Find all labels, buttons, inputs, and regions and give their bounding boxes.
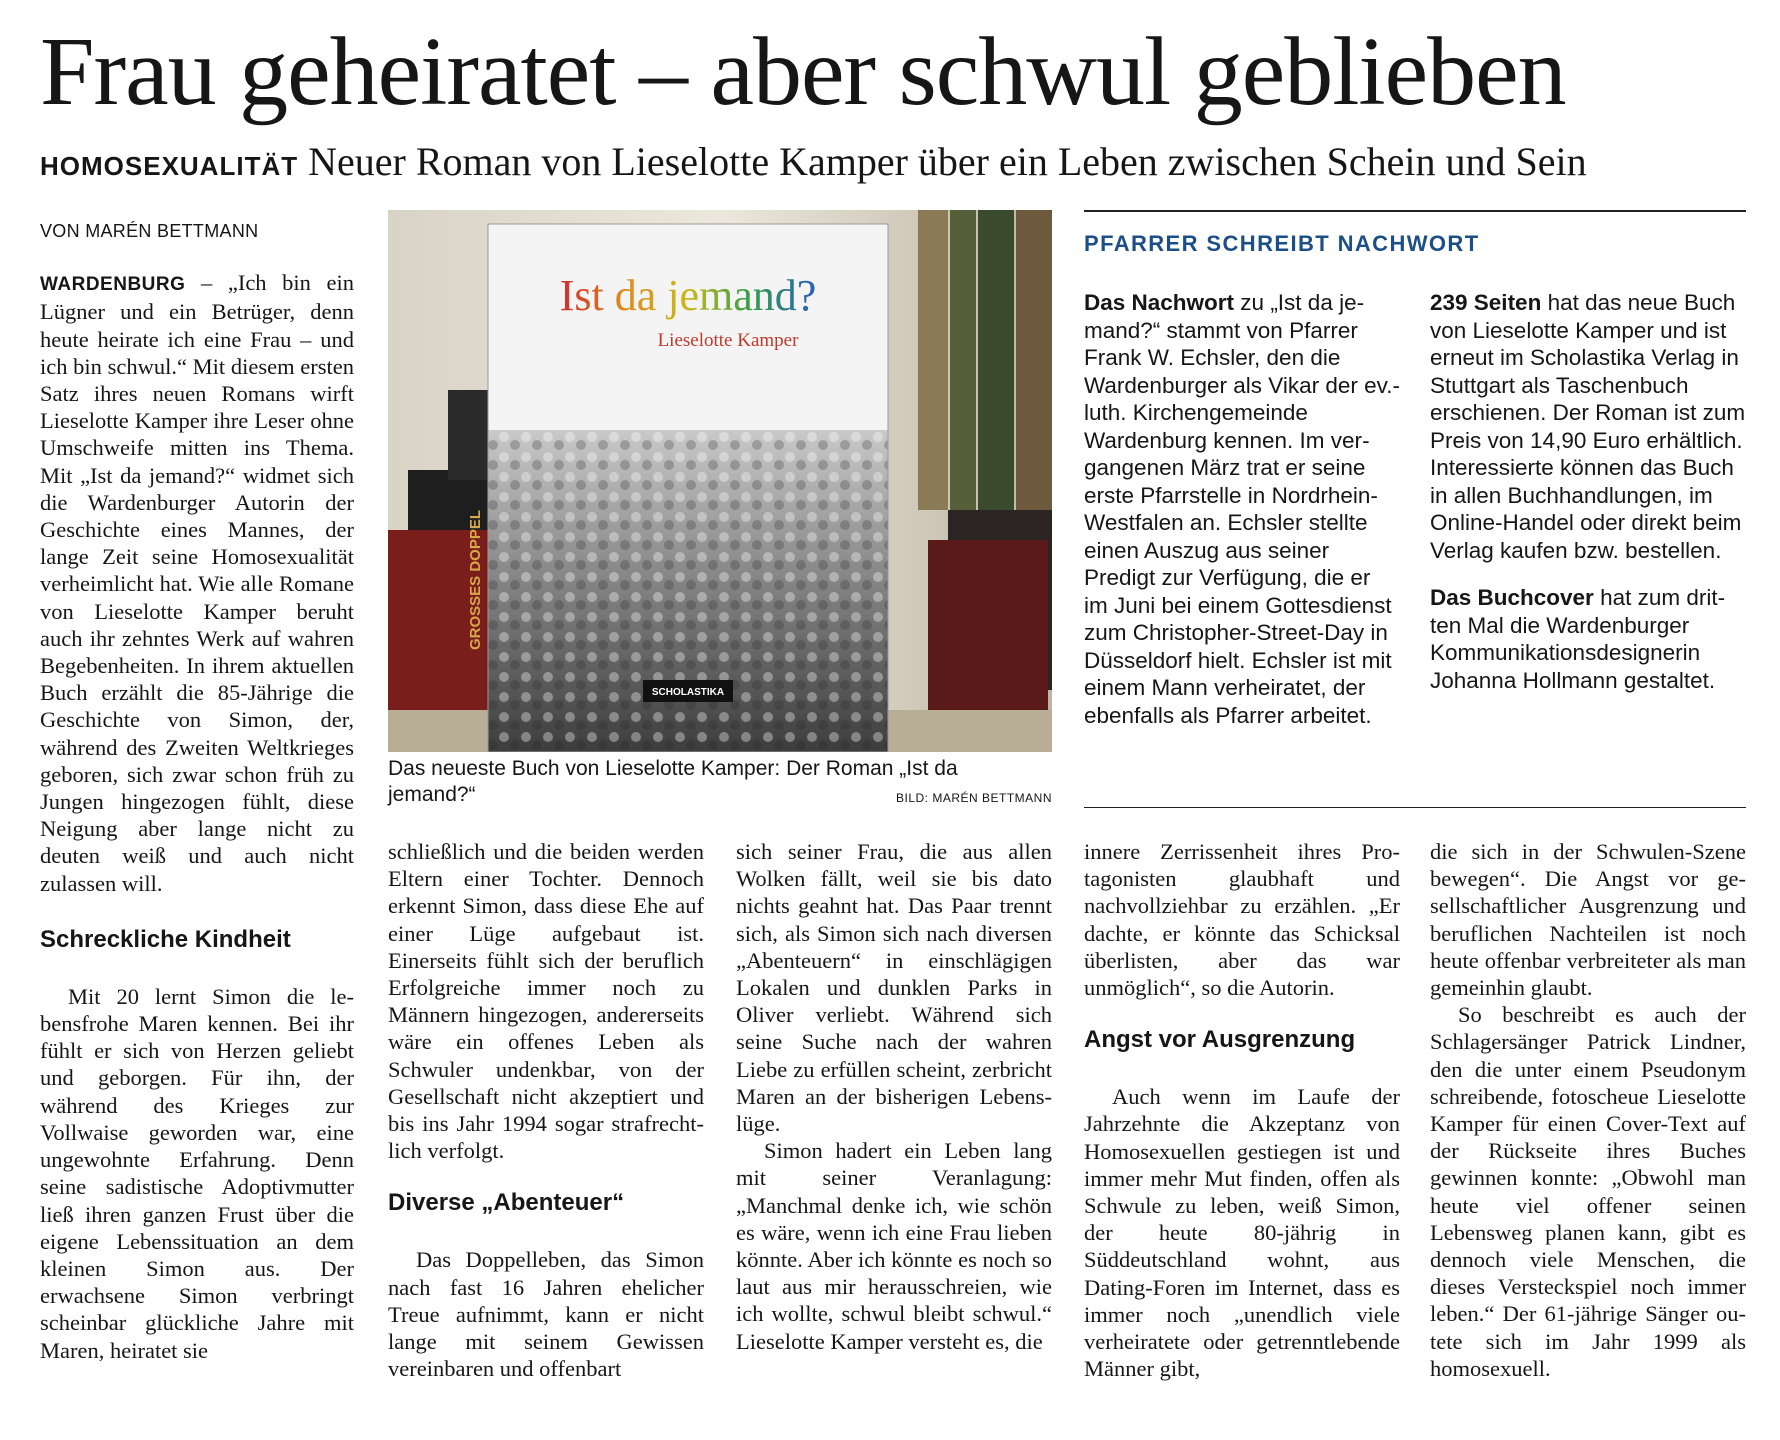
- headline: Frau geheiratet – aber schwul geblieben: [40, 18, 1566, 126]
- paragraph: innere Zerrissenheit ihres Protagonisten glaubhaft und nachvollziehbar zu erzählen. „Er dachte, er könnte das Schicksal überlisten, aber das war unmöglich“, so die Autorin.: [1084, 839, 1400, 1001]
- photo-image: [388, 210, 1052, 752]
- paragraph: die sich in der Schwulen-Szene bewegen“. Die Angst vor gesellschaftlicher Ausgrenzung und beruflichen Nachteilen ist noch heute offenbar verbreiteter als man gemeinhin glaubt.: [1430, 839, 1746, 1001]
- dateline: WARDENBURG: [40, 274, 186, 296]
- column-5: [1430, 838, 1746, 1382]
- column-1: [40, 218, 354, 1364]
- box-left-column: Das Nachwort zu „Ist da jemand?“ stammt von Pfarrer Frank W. Echsler, den die Wardenburger als Vikar der ev.-luth. Kirchengemeinde Wardenburg kennen. Im vergangenen März trat er seine erste Pfarrstelle in Nordrhein-Westfalen an. Echsler stellte einen Auszug aus seiner Predigt zur Verfügung, die er im Juni bei einem Gottesdienst zum Christopher-Street-Day in Düsseldorf hielt. Echsler ist mit einem Mann verheiratet, der ebenfalls als Pfarrer arbeitet.: [1084, 290, 1400, 728]
- paragraph: sich seiner Frau, die aus allen Wolken fällt, weil sie bis dato nichts geahnt hat. Das Paar trennt sich, als Simon sich nach diversen „Abenteuern“ in einschlägigen Lokalen und dunklen Parks in Oliver verliebt. Während sich seine Suche nach der wahren Liebe zu erfüllen scheint, zerbricht Maren an der bisherigen Lebenslüge.: [736, 839, 1052, 1137]
- photo-credit: BILD: MARÉN BETTMANN: [895, 791, 1052, 805]
- box-bottom-rule: [1084, 807, 1746, 808]
- paragraph: So beschreibt es auch der Schlagersänger Patrick Lindner, den die unter einem Pseudonym schreibende, fotoscheue Lieselotte Kamper für einen Cover-Text auf der Rückseite ihres Buches gewinnen konnte: „Obwohl man heute viel offener seinen Lebensweg planen kann, gibt es dennoch viele Menschen, die dieses Versteckspiel noch immer leben.“ Der 61-jährige Sänger outete sich im Jahr 1999 als homosexuell.: [1430, 1002, 1746, 1381]
- paragraph: Simon hadert ein Leben lang mit seiner Veranlagung: „Manchmal denke ich, wie schön es wäre, wenn ich eine Frau lieben könnte. Aber ich könnte es noch so laut aus mir herausschreien, wie ich wollte, schwul bleibt schwul.“ Lieselotte Kamper versteht es, die: [736, 1138, 1052, 1354]
- subtitle: Neuer Roman von Lieselotte Kamper über ein Leben zwischen Schein und Sein: [308, 139, 1587, 184]
- photo-caption: Das neueste Buch von Lieselotte Kamper: Der Roman „Ist da jemand?“: [388, 757, 958, 806]
- spine-text: GROSSES DOPPEL: [467, 509, 484, 650]
- lead-paragraph: WARDENBURG – „Ich bin ein Lügner und ein Betrüger, denn heute heirate ich eine Frau – und ich bin schwul.“ Mit diesem ersten Satz ihres neuen Romans wirft Lieselotte Kamper ihre Leser ohne Umschweife mitten ins Thema. Mit „Ist da jemand?“ widmet sich die Wardenburger Autorin der Geschichte eines Mannes, der lange Zeit seine Homosexualität verheimlicht hat. Wie alle Romane von Lieselotte Kamper beruht auch ihr zehntes Werk auf wahren Begebenheiten. In ihrem aktuellen Buch erzählt die 85-Jährige die Geschichte von Simon, der, während des Zweiten Weltkrieges geboren, sich zwar schon früh zu Jungen hingezogen fühlt, diese Neigung aber lange nicht zu deuten weiß und auch nicht zulassen will.: [40, 270, 354, 896]
- byline: VON MARÉN BETTMANN: [40, 221, 259, 241]
- subhead-ausgrenzung: Angst vor Ausgrenzung: [1084, 1026, 1356, 1054]
- publisher-label: SCHOLASTIKA: [651, 687, 725, 698]
- box-right-column: [1430, 289, 1746, 694]
- paragraph: Mit 20 lernt Simon die lebensfrohe Maren kennen. Bei ihr fühlt er sich von Herzen geliebt und geborgen. Für ihn, der während des Krieges zur Vollwaise geworden war, eine ungewohnte Erfahrung. Denn seine sadistische Adoptivmutter ließ ihren ganzen Frust über die eigene Lebenssituation an dem kleinen Simon aus. Der erwachsene Simon verbringt scheinbar glückliche Jahre mit Maren, heiratet sie: [40, 983, 354, 1363]
- paragraph: Auch wenn im Laufe der Jahrzehnte die Akzeptanz von Homosexuellen gestiegen ist und immer mehr Mut finden, offen als Schwule zu leben, weiß Simon, der heute 80-jährig in Süddeutschland wohnt, aus Dating-Foren im Internet, dass es immer noch „unendlich viele verheiratete oder getrenntlebende Männer gibt,: [1084, 1084, 1400, 1382]
- subtitle-line: [40, 136, 1760, 192]
- column-2: [388, 838, 704, 1382]
- book-photo: [388, 210, 1052, 752]
- paragraph: schließlich und die beiden werden Eltern einer Tochter. Dennoch erkennt Simon, dass diese Ehe auf einer Lüge aufgebaut ist. Einerseits fühlt sich der beruflich Erfolgreiche immer noch zu Männern hingezogen, andererseits wäre ein offenes Leben als Schwuler undenkbar, von der Gesellschaft nicht akzeptiert und bis ins Jahr 1994 sogar strafrechtlich verfolgt.: [388, 839, 704, 1164]
- paragraph: Das Doppelleben, das Simon nach fast 16 Jahren ehelicher Treue aufnimmt, kann er nicht lange mit seinem Gewissen vereinbaren und offenbart: [388, 1247, 704, 1382]
- kicker: HOMOSEXUALITÄT: [40, 151, 299, 181]
- box-top-rule: [1084, 210, 1746, 212]
- subhead-abenteuer: Diverse „Abenteuer“: [388, 1189, 625, 1217]
- book-author: Lieselotte Kamper: [657, 330, 799, 351]
- box-paragraph: 239 Seiten hat das neue Buch von Lieselotte Kamper und ist erneut im Scholastika Verlag in Stuttgart als Taschenbuch erschienen. Der Roman ist zum Preis von 14,90 Euro erhältlich. Interessierte können das Buch in allen Buchhandlungen, im Online-Handel oder direkt beim Verlag kaufen bzw. bestellen.: [1430, 290, 1746, 563]
- column-3: [736, 838, 1052, 1355]
- book-title: Ist da jemand?: [559, 271, 817, 320]
- column-4: [1084, 838, 1400, 1382]
- subhead-kindheit: Schreckliche Kindheit: [40, 925, 291, 953]
- box-title: PFARRER SCHREIBT NACHWORT: [1084, 231, 1480, 256]
- box-paragraph: Das Buchcover hat zum dritten Mal die Wardenburger Kommunikationsdesignerin Johanna Hollmann gestaltet.: [1430, 585, 1726, 693]
